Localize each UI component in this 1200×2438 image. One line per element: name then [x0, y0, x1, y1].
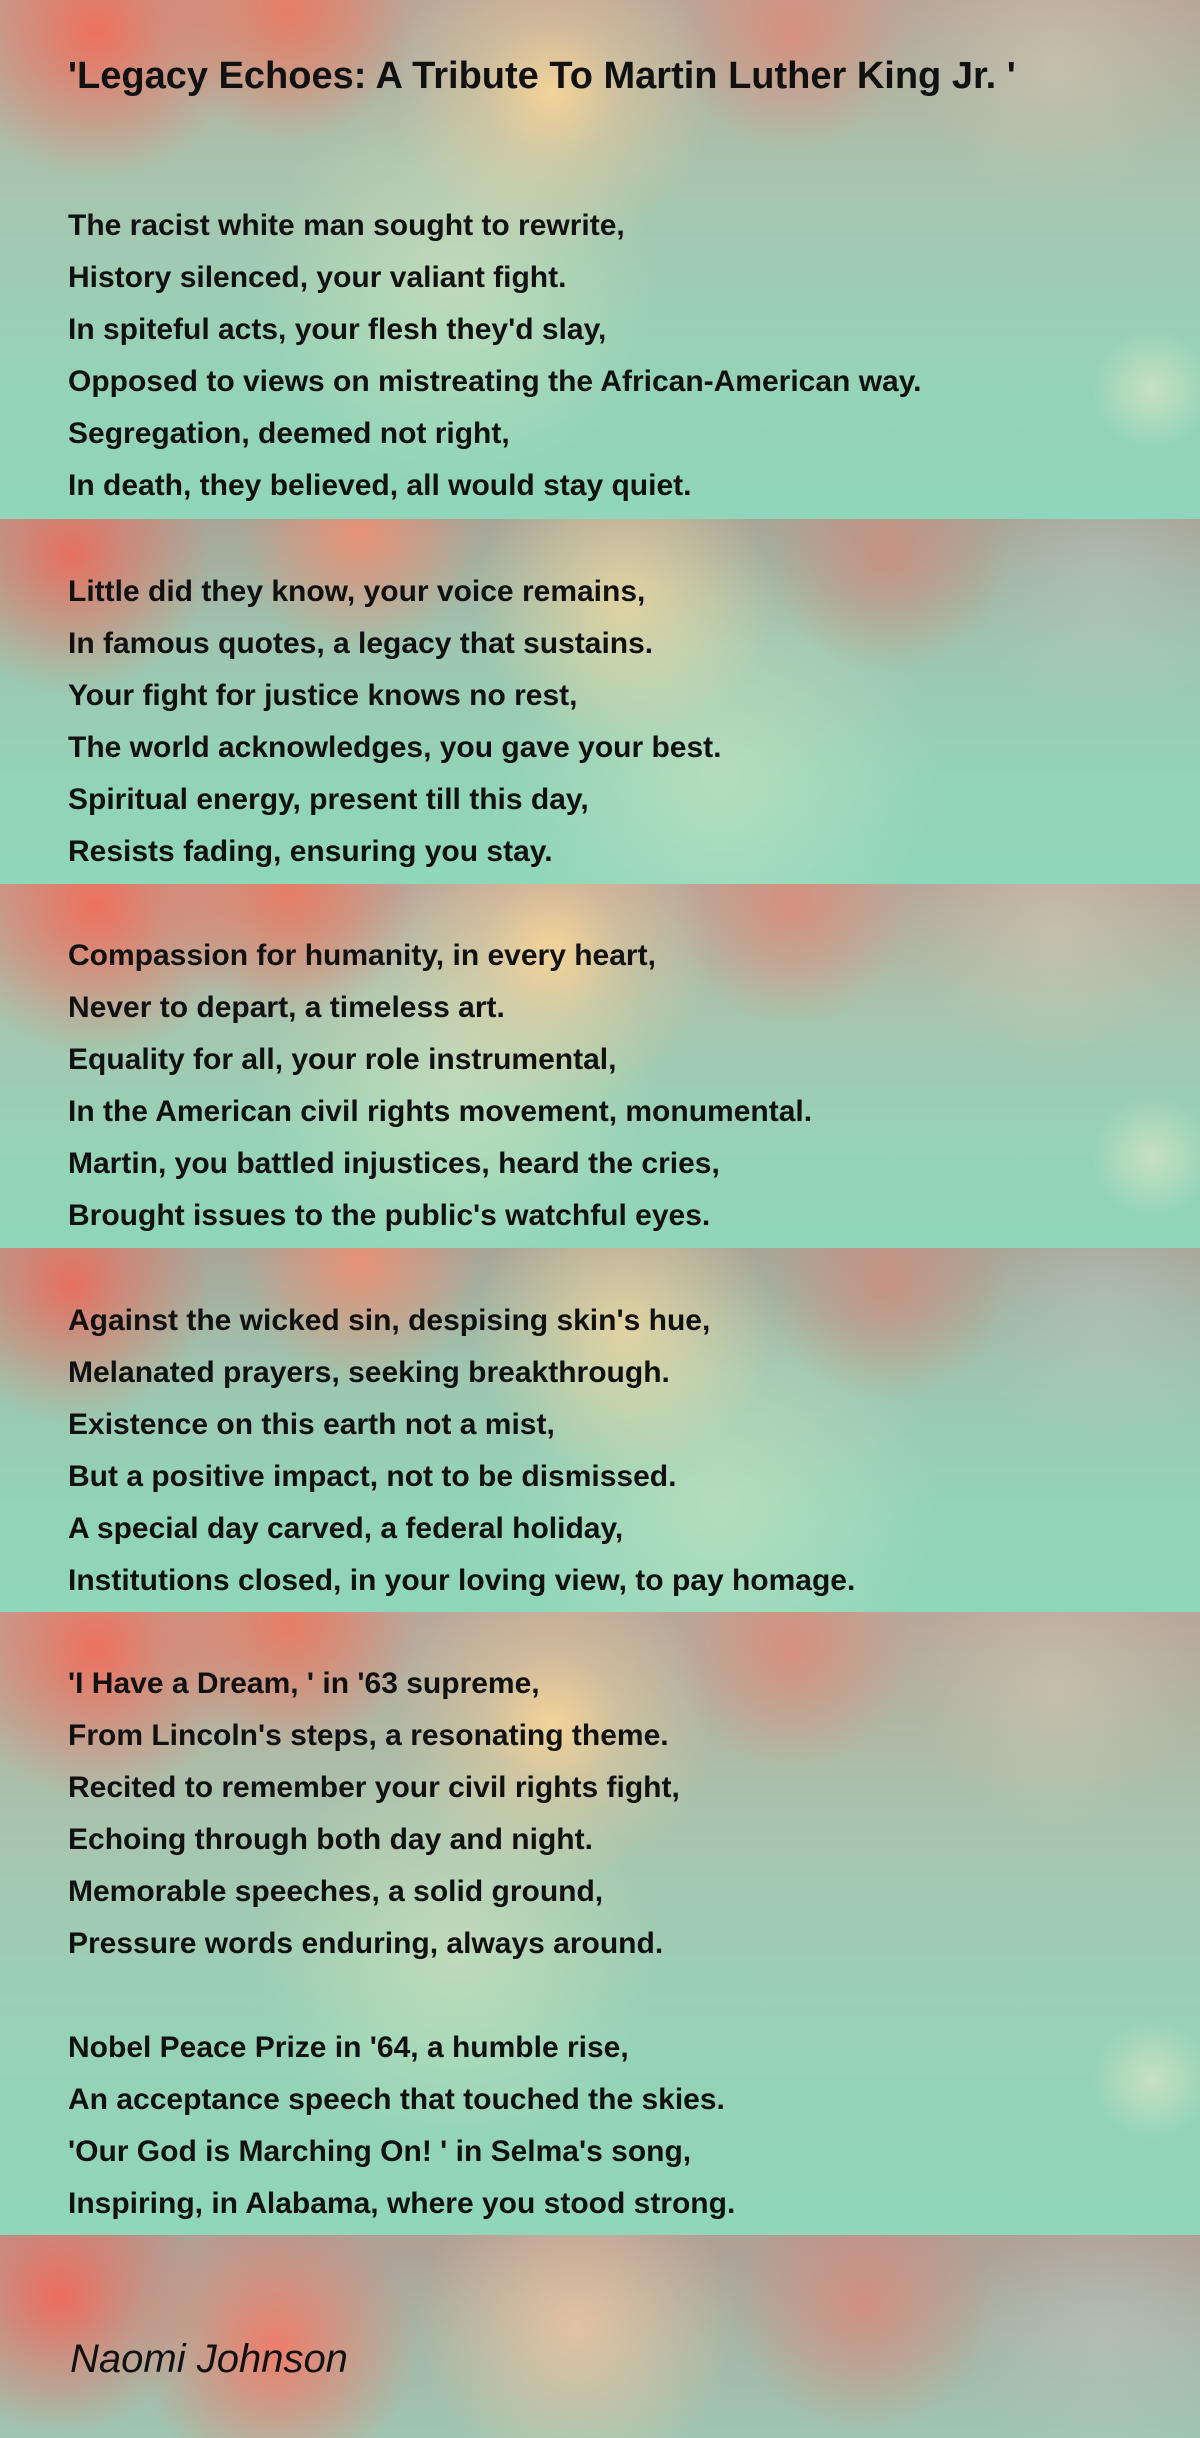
poem-line: Melanated prayers, seeking breakthrough.: [68, 1356, 670, 1389]
poem-line: An acceptance speech that touched the skies.: [68, 2083, 725, 2116]
poem-line: Brought issues to the public's watchful eyes.: [68, 1199, 711, 1232]
poem-line: Little did they know, your voice remains,: [68, 575, 646, 608]
poem-line: Segregation, deemed not right,: [68, 417, 510, 450]
poem-line: Martin, you battled injustices, heard the cries,: [68, 1147, 720, 1180]
stanza-3: [68, 930, 812, 1242]
poem-line: Inspiring, in Alabama, where you stood strong.: [68, 2187, 736, 2220]
poem-line: Never to depart, a timeless art.: [68, 991, 505, 1024]
poem-line: 'I Have a Dream, ' in '63 supreme,: [68, 1667, 540, 1700]
poem-line: Memorable speeches, a solid ground,: [68, 1875, 604, 1908]
poem-line: Your fight for justice knows no rest,: [68, 679, 578, 712]
stanza-6: [68, 2022, 735, 2230]
poem-panel-1: [0, 0, 1200, 519]
poem-line: From Lincoln's steps, a resonating theme.: [68, 1719, 669, 1752]
poem-panel-2: [0, 519, 1200, 884]
stanza-5: [68, 1658, 680, 1970]
poem-author: Naomi Johnson: [70, 2337, 348, 2381]
poem-line: Pressure words enduring, always around.: [68, 1927, 664, 1960]
poem-line: But a positive impact, not to be dismissed.: [68, 1460, 677, 1493]
poem-line: Spiritual energy, present till this day,: [68, 783, 589, 816]
poem-line: Echoing through both day and night.: [68, 1823, 593, 1856]
poem-line: A special day carved, a federal holiday,: [68, 1512, 624, 1545]
poem-line: Opposed to views on mistreating the African-American way.: [68, 365, 922, 398]
poem-line: The world acknowledges, you gave your best.: [68, 731, 722, 764]
poem-title: 'Legacy Echoes: A Tribute To Martin Luther King Jr. ': [68, 55, 1016, 97]
stanza-4: [68, 1295, 855, 1607]
poem-line: History silenced, your valiant fight.: [68, 261, 567, 294]
poem-line: In the American civil rights movement, monumental.: [68, 1095, 813, 1128]
poem-panel-5: [0, 1612, 1200, 2235]
poem-line: Against the wicked sin, despising skin's hue,: [68, 1304, 711, 1337]
poem-line: Compassion for humanity, in every heart,: [68, 939, 656, 972]
poem-line: Equality for all, your role instrumental,: [68, 1043, 617, 1076]
poem-line: In death, they believed, all would stay quiet.: [68, 469, 692, 502]
stanza-2: [68, 566, 722, 878]
poem-line: The racist white man sought to rewrite,: [68, 209, 625, 242]
poem-panel-3: [0, 884, 1200, 1248]
poem-line: Institutions closed, in your loving view, to pay homage.: [68, 1564, 856, 1597]
author-panel: [0, 2235, 1200, 2438]
poem-line: Existence on this earth not a mist,: [68, 1408, 555, 1441]
poem-line: In famous quotes, a legacy that sustains.: [68, 627, 654, 660]
poem-line: Recited to remember your civil rights fight,: [68, 1771, 680, 1804]
poem-line: Nobel Peace Prize in '64, a humble rise,: [68, 2031, 629, 2064]
stanza-1: [68, 200, 922, 512]
poem-panel-4: [0, 1248, 1200, 1612]
poem-line: Resists fading, ensuring you stay.: [68, 835, 553, 868]
poem-line: In spiteful acts, your flesh they'd slay,: [68, 313, 607, 346]
poem-line: 'Our God is Marching On! ' in Selma's song,: [68, 2135, 692, 2168]
